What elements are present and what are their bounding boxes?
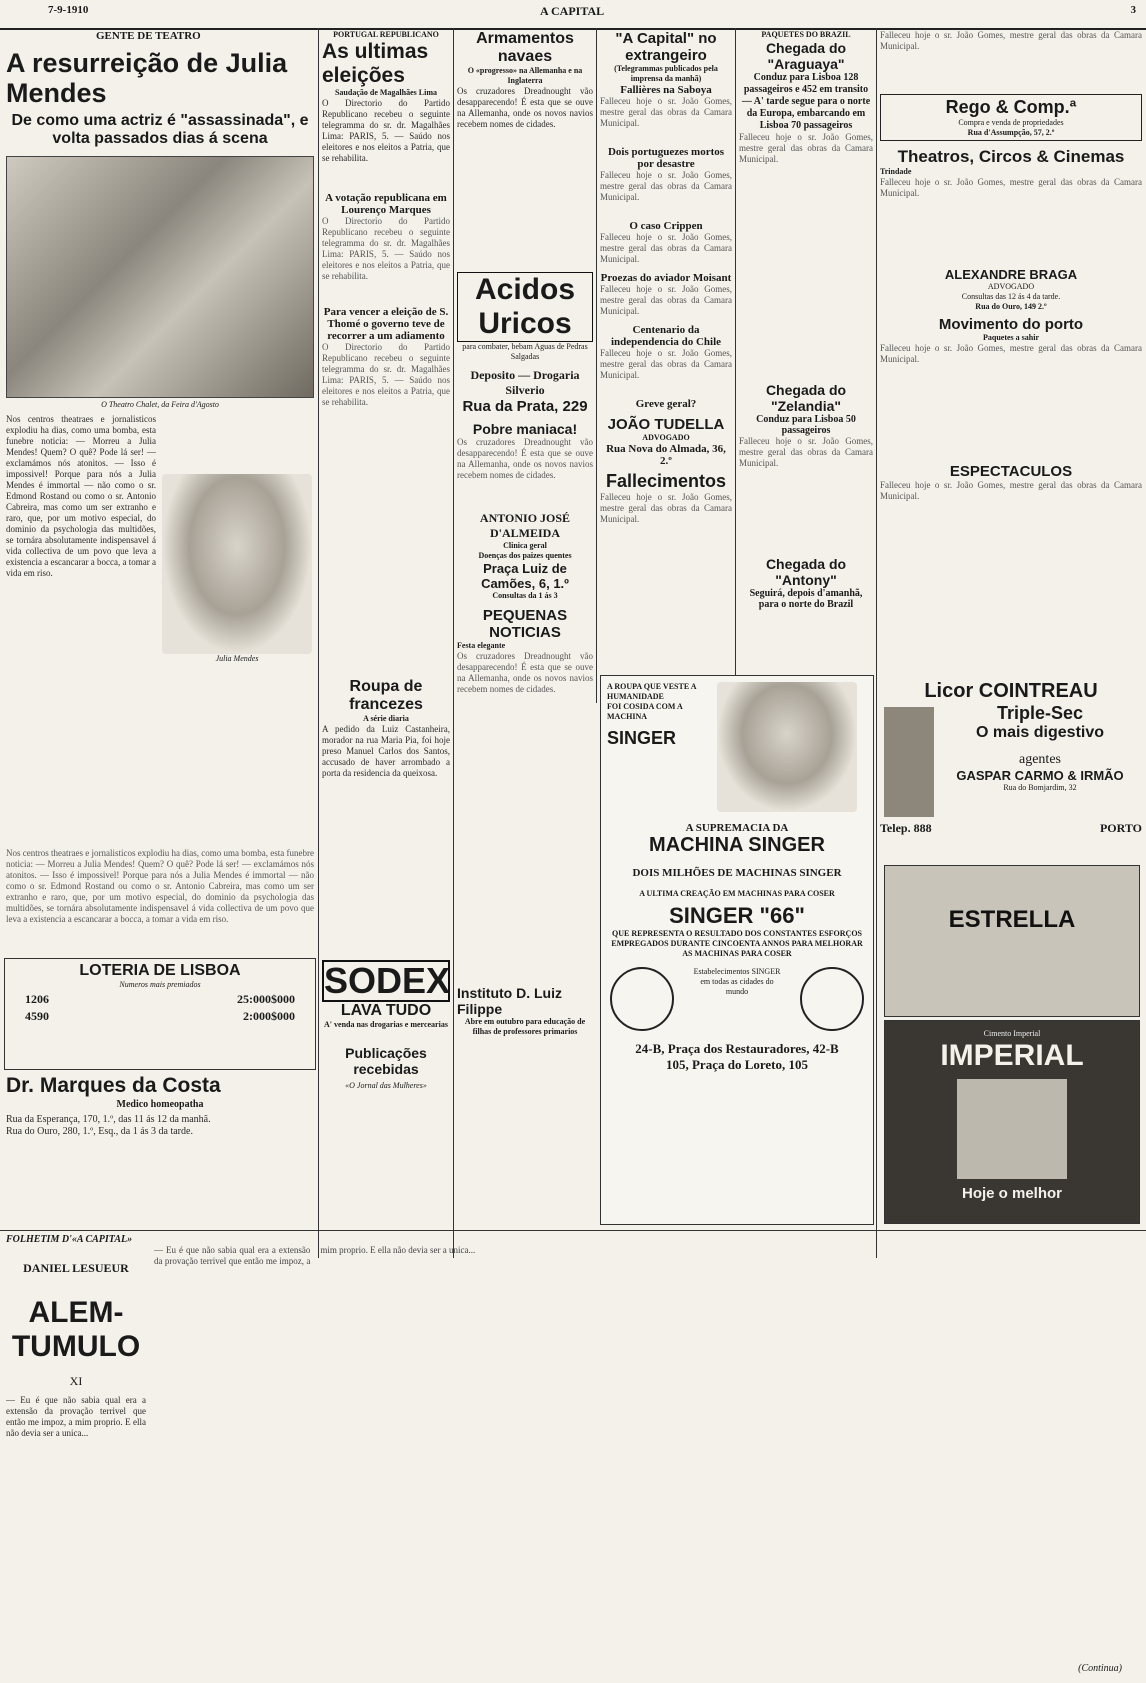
subheading: Fallières na Saboya bbox=[620, 84, 712, 96]
singer-machina: MACHINA SINGER bbox=[649, 834, 825, 856]
subheading: Proezas do aviador Moisant bbox=[600, 272, 732, 284]
article-subtitle: De como uma actriz é "assassinada", e volta passados dias á scena bbox=[11, 112, 309, 147]
article-body: O Directorio do Partido Republicano recebeu o seguinte telegramma do sr. dr. Magalhães Lima: PARIS, 5. — Saúdo nos eleitores e nos eleitos a Patria, que se rehabilita. bbox=[322, 216, 450, 281]
braga-role: ADVOGADO bbox=[987, 282, 1035, 291]
subheading: Paquetes a sahir bbox=[983, 333, 1039, 342]
article-body: Falleceu hoje o sr. João Gomes, mestre geral das obras da Camara Municipal. bbox=[600, 96, 732, 128]
braga-hours: Consultas das 12 ás 4 da tarde. bbox=[961, 292, 1061, 301]
subheading: Para vencer a eleição de S. Thomé o governo teve de recorrer a um adiamento bbox=[323, 306, 449, 342]
subheading: Roupa de francezes bbox=[349, 678, 423, 713]
cointreau-ad bbox=[880, 680, 1142, 860]
estrella-title: ESTRELLA bbox=[948, 906, 1076, 933]
singer-brand: SINGER bbox=[607, 728, 677, 748]
subheading: Saudação de Magalhães Lima bbox=[334, 88, 437, 97]
estrella-ad bbox=[884, 865, 1140, 1017]
deposito: Deposito — Drogaria Silverio bbox=[470, 368, 580, 397]
folhetim-body: — Eu é que não sabia qual era a extensão da provação terrivel que então me impoz, a mim proprio. E ella não devia ser a unica... bbox=[6, 1395, 146, 1438]
cointreau-agent-name: GASPAR CARMO & IRMÃO bbox=[956, 768, 1124, 783]
marques-addr2: Rua do Ouro, 280, 1.º, Esq., da 1 ás 3 da tarde. bbox=[6, 1126, 193, 1137]
subheading: PEQUENAS NOTICIAS bbox=[482, 607, 568, 641]
article-body: Os cruzadores Dreadnought vão desapparecendo! É esta que se ouve na Allemanha, onde os novos navios recebem nomes de cidades. bbox=[457, 651, 593, 694]
cointreau-sub: Triple-Sec bbox=[996, 703, 1084, 723]
subheading: A série diaria bbox=[363, 714, 409, 723]
singer-model: SINGER "66" bbox=[669, 903, 805, 928]
section-title: Theatros, Circos & Cinemas bbox=[897, 147, 1125, 166]
acidos-ad-title: Acidos Uricos bbox=[457, 272, 593, 342]
almeida-hours: Consultas da 1 ás 3 bbox=[492, 591, 558, 600]
article-body: O Directorio do Partido Republicano recebeu o seguinte telegramma do sr. dr. Magalhães Lima: PARIS, 5. — Saúdo nos eleitores e nos eleitos a Patria, que se rehabilita. bbox=[322, 98, 450, 163]
section-title: ESPECTACULOS bbox=[949, 463, 1073, 480]
article-title: Chegada do "Antony" bbox=[765, 556, 847, 588]
singer-desc: QUE REPRESENTA O RESULTADO DOS CONSTANTES ESFORÇOS EMPREGADOS DURANTE CINCOENTA ANNOS PARA MELHORAR AS MACHINAS PARA COSER bbox=[611, 929, 863, 958]
tudella-addr: Rua Nova do Almada, 36, 2.º bbox=[606, 443, 726, 467]
article-body: Falleceu hoje o sr. João Gomes, mestre geral das obras da Camara Municipal. bbox=[600, 284, 732, 316]
article-body: O Directorio do Partido Republicano recebeu o seguinte telegramma do sr. dr. Magalhães Lima: PARIS, 5. — Saúdo nos eleitores e nos eleitos a Patria, que se rehabilita. bbox=[322, 342, 450, 407]
cointreau-addr: Rua do Bomjardim, 32 bbox=[1003, 783, 1077, 792]
cointreau-sub2: O mais digestivo bbox=[975, 724, 1105, 741]
article-body: Os cruzadores Dreadnought vão desapparecendo! É esta que se ouve na Allemanha, onde os novos navios recebem nomes de cidades. bbox=[457, 86, 593, 129]
article-body: Falleceu hoje o sr. João Gomes, mestre geral das obras da Camara Municipal. bbox=[600, 232, 732, 264]
folhetim-chapter: XI bbox=[69, 1374, 83, 1388]
subheading: Centenario da independencia do Chile bbox=[610, 324, 722, 348]
article-title: Chegada do "Zelandia" bbox=[765, 382, 847, 414]
rego-addr: Rua d'Assumpção, 57, 2.º bbox=[967, 128, 1055, 137]
article-title: Chegada do "Araguaya" bbox=[765, 40, 847, 72]
article-body: Os cruzadores Dreadnought vão desapparecendo! É esta que se ouve na Allemanha, onde os novos navios recebem nomes de cidades. bbox=[457, 437, 593, 480]
subheading: O caso Crippen bbox=[629, 220, 703, 232]
sodex-ad bbox=[322, 960, 450, 1040]
folhetim bbox=[6, 1234, 1142, 1680]
cointreau-city: PORTO bbox=[1099, 821, 1142, 835]
instituto-sub: Abre em outubro para educação de filhas de professores primarios bbox=[464, 1017, 586, 1036]
singer-seal-icon bbox=[800, 967, 864, 1031]
article-title: As ultimas eleições bbox=[322, 40, 429, 87]
column-extrangeiro bbox=[600, 30, 732, 670]
loteria-subtitle: Numeros mais premiados bbox=[119, 980, 201, 989]
column-rule bbox=[735, 28, 736, 703]
subheading: Conduz para Lisboa 128 passageiros e 452 em transito — A' tarde segue para o norte da Europa, embarcando em Lisboa 70 passageiros bbox=[741, 72, 871, 131]
singer-line1: A ROUPA QUE VESTE A HUMANIDADE bbox=[607, 682, 697, 701]
section-label: GENTE DE TEATRO bbox=[96, 30, 201, 42]
folhetim-columns: — Eu é que não sabia qual era a extensão da provação terrivel que então me impoz, a mim proprio. E ella não devia ser a unica... bbox=[154, 1245, 476, 1266]
section-label: PAQUETES DO BRAZIL bbox=[761, 30, 851, 39]
subheading: Trindade bbox=[880, 167, 912, 176]
article-body: A pedido da Luiz Castanheira, morador na rua Maria Pia, foi hoje preso Manuel Carlos dos Santos, accusado de haver arrombado a porta da residencia da queixosa. bbox=[322, 724, 450, 778]
article-body: Falleceu hoje o sr. João Gomes, mestre geral das obras da Camara Municipal. bbox=[739, 132, 873, 164]
singer-estab: Estabelecimentos SINGER em todas as cidades do mundo bbox=[693, 967, 781, 996]
tudella-name: JOÃO TUDELLA bbox=[607, 416, 725, 433]
folhetim-author: DANIEL LESUEUR bbox=[23, 1261, 129, 1275]
article-body: Falleceu hoje o sr. João Gomes, mestre geral das obras da Camara Municipal. bbox=[600, 170, 732, 202]
article-continued: Nos centros theatraes e jornalisticos explodiu ha dias, como uma bomba, esta funebre noticia: — Morreu a Julia Mendes! Quem? O quê? Pode lá ser! — exclamámos nós atonitos. — Isso é impossivel! Porque para nós a Julia Mendes é immortal — não como o sr. Edmond Rostand ou como o sr. Antonio Cabreira, mas como um ser extranho e raro, que, por um motivo especial, do dominio da psychologia das multidões, se tornára absolutamente indispensavel á vida collectiva de um povo que leva a existencia a escancarar a bocca, a tomar a vida em riso. bbox=[6, 848, 314, 924]
subheading: Fallecimentos bbox=[605, 471, 727, 491]
singer-supremacia: A SUPREMACIA DA bbox=[685, 822, 789, 834]
marques-role: Medico homeopatha bbox=[116, 1099, 204, 1110]
subheading: (Telegrammas publicados pela imprensa da manhã) bbox=[614, 64, 718, 83]
almeida-name: ANTONIO JOSÉ D'ALMEIDA bbox=[479, 511, 571, 540]
instituto-title: Instituto D. Luiz Filippe bbox=[457, 985, 562, 1017]
publicacoes-item: «O Jornal das Mulheres» bbox=[345, 1081, 427, 1090]
imperial-title: IMPERIAL bbox=[940, 1039, 1084, 1072]
article-body: Nos centros theatraes e jornalisticos explodiu ha dias, como uma bomba, esta funebre noticia: — Morreu a Julia Mendes! Quem? O quê? Pode lá ser! — exclamámos nós atonitos. — Isso é impossivel! Porque para nós a Julia Mendes é immortal — não como o sr. Edmond Rostand ou como o sr. Antonio Cabreira, mas como um ser extranho e raro, que, por um motivo especial, do dominio da psychologia das multidões, se tornára absolutamente indispensavel á vida collectiva de um povo que leva a existencia a escancarar a bocca, a tomar a vida em riso. bbox=[6, 414, 156, 578]
column-rule bbox=[453, 28, 454, 1258]
imperial-sub: Cimento Imperial bbox=[983, 1029, 1041, 1038]
acidos-line: para combater, bebam Aguas de Pedras Salgadas bbox=[462, 342, 588, 361]
subheading: Greve geral? bbox=[635, 398, 697, 410]
braga-name: ALEXANDRE BRAGA bbox=[944, 267, 1078, 282]
cointreau-tel: Telep. 888 bbox=[880, 821, 932, 835]
folhetim-title: ALEM-TUMULO bbox=[11, 1296, 141, 1363]
loteria-num: 4590 bbox=[25, 1009, 49, 1023]
article-body: Falleceu hoje o sr. João Gomes, mestre geral das obras da Camara Municipal. bbox=[880, 343, 1142, 364]
singer-ultima: A ULTIMA CREAÇÃO EM MACHINAS PARA COSER bbox=[639, 889, 835, 898]
loteria-title: LOTERIA DE LISBOA bbox=[79, 962, 241, 979]
loteria-prize: 25:000$000 bbox=[237, 992, 295, 1006]
article-title: "A Capital" no extrangeiro bbox=[615, 30, 717, 64]
masthead-date: 7-9-1910 bbox=[48, 4, 89, 16]
portrait-photo bbox=[162, 474, 312, 654]
rego-sub: Compra e venda de propriedades bbox=[958, 118, 1064, 127]
imperial-ad bbox=[884, 1020, 1140, 1224]
sodex-tag: LAVA TUDO bbox=[340, 1002, 432, 1019]
subheading: Pobre maniaca! bbox=[472, 421, 578, 437]
publicacoes-title: Publicações recebidas bbox=[345, 1045, 427, 1077]
marques-addr1: Rua da Esperança, 170, 1.º, das 11 ás 12 da manhã. bbox=[6, 1114, 211, 1125]
column-paquetes bbox=[739, 30, 873, 670]
marques-ad bbox=[6, 1073, 314, 1223]
singer-milhoes: DOIS MILHÕES DE MACHINAS SINGER bbox=[632, 867, 842, 879]
article-title: Armamentos navaes bbox=[476, 30, 574, 65]
masthead-title: A CAPITAL bbox=[540, 4, 605, 18]
singer-ad bbox=[600, 675, 874, 1225]
column-rule bbox=[876, 28, 877, 1258]
portrait-caption: Julia Mendes bbox=[215, 654, 259, 663]
cointreau-agents: agentes bbox=[1019, 752, 1061, 767]
section-title: Movimento do porto bbox=[938, 316, 1084, 333]
folhetim-end: (Continua) bbox=[1078, 1663, 1122, 1674]
folhetim-header: FOLHETIM D'«A CAPITAL» bbox=[6, 1234, 133, 1245]
subheading: Festa elegante bbox=[457, 641, 506, 650]
cement-barrel-icon bbox=[957, 1079, 1067, 1179]
cointreau-title: Licor COINTREAU bbox=[924, 680, 1098, 702]
marques-title: Dr. Marques da Costa bbox=[6, 1074, 221, 1097]
almeida-sub2: Doenças dos paizes quentes bbox=[478, 551, 572, 560]
subheading: Seguirá, depois d'amanhã, para o norte do Brazil bbox=[749, 588, 863, 610]
singer-seal-icon bbox=[610, 967, 674, 1031]
section-label: PORTUGAL REPUBLICANO bbox=[333, 30, 439, 39]
braga-addr: Rua do Ouro, 149 2.º bbox=[975, 302, 1047, 311]
photo-caption: O Theatro Chalet, da Feira d'Agosto bbox=[101, 400, 219, 409]
loteria-prize: 2:000$000 bbox=[243, 1009, 295, 1023]
column-rule bbox=[596, 28, 597, 703]
sodex-line: A' venda nas drogarias e mercearias bbox=[324, 1020, 448, 1029]
theatre-photo bbox=[6, 156, 314, 398]
singer-addr2: 105, Praça do Loreto, 105 bbox=[665, 1057, 809, 1072]
publicacoes bbox=[322, 1045, 450, 1225]
column-portugal-republicano bbox=[322, 30, 450, 960]
sodex-title: SODEX bbox=[324, 960, 450, 1001]
loteria-num: 1206 bbox=[25, 992, 49, 1006]
bottle-icon bbox=[884, 707, 934, 817]
article-title: A resurreição de Julia Mendes bbox=[6, 48, 288, 108]
column-armamentos bbox=[457, 30, 593, 1225]
folhetim-rule bbox=[0, 1230, 1146, 1231]
almeida-sub: Clinica geral bbox=[503, 541, 547, 550]
article-body: Falleceu hoje o sr. João Gomes, mestre geral das obras da Camara Municipal. bbox=[880, 480, 1142, 501]
column-theatros bbox=[880, 30, 1142, 670]
column-rule bbox=[318, 28, 319, 1258]
singer-addr1: 24-B, Praça dos Restauradores, 42-B bbox=[635, 1041, 839, 1056]
article-body: Falleceu hoje o sr. João Gomes, mestre geral das obras da Camara Municipal. bbox=[600, 348, 732, 380]
deposito-addr: Rua da Prata, 229 bbox=[462, 398, 588, 415]
article-body: Falleceu hoje o sr. João Gomes, mestre geral das obras da Camara Municipal. bbox=[880, 30, 1142, 51]
tudella-role: ADVOGADO bbox=[642, 433, 690, 442]
article-body: Falleceu hoje o sr. João Gomes, mestre geral das obras da Camara Municipal. bbox=[739, 436, 873, 468]
almeida-addr: Praça Luiz de Camões, 6, 1.º bbox=[481, 561, 569, 591]
article-body: Falleceu hoje o sr. João Gomes, mestre geral das obras da Camara Municipal. bbox=[880, 177, 1142, 198]
subheading: O «progresso» na Allemanha e na Inglaterra bbox=[467, 66, 583, 85]
imperial-foot: Hoje o melhor bbox=[961, 1185, 1062, 1202]
singer-line2: FOI COSIDA COM A MACHINA bbox=[607, 702, 683, 721]
loteria-box bbox=[4, 958, 316, 1070]
rego-title: Rego & Comp.ª bbox=[945, 97, 1077, 117]
singer-illustration bbox=[717, 682, 857, 812]
subheading: A votação republicana em Lourenço Marques bbox=[325, 192, 447, 216]
subheading: Dois portuguezes mortos por desastre bbox=[607, 146, 725, 170]
page-number: 3 bbox=[1130, 4, 1136, 16]
article-body: Falleceu hoje o sr. João Gomes, mestre geral das obras da Camara Municipal. bbox=[600, 492, 732, 524]
subheading: Conduz para Lisboa 50 passageiros bbox=[756, 414, 856, 436]
masthead bbox=[0, 0, 1146, 30]
